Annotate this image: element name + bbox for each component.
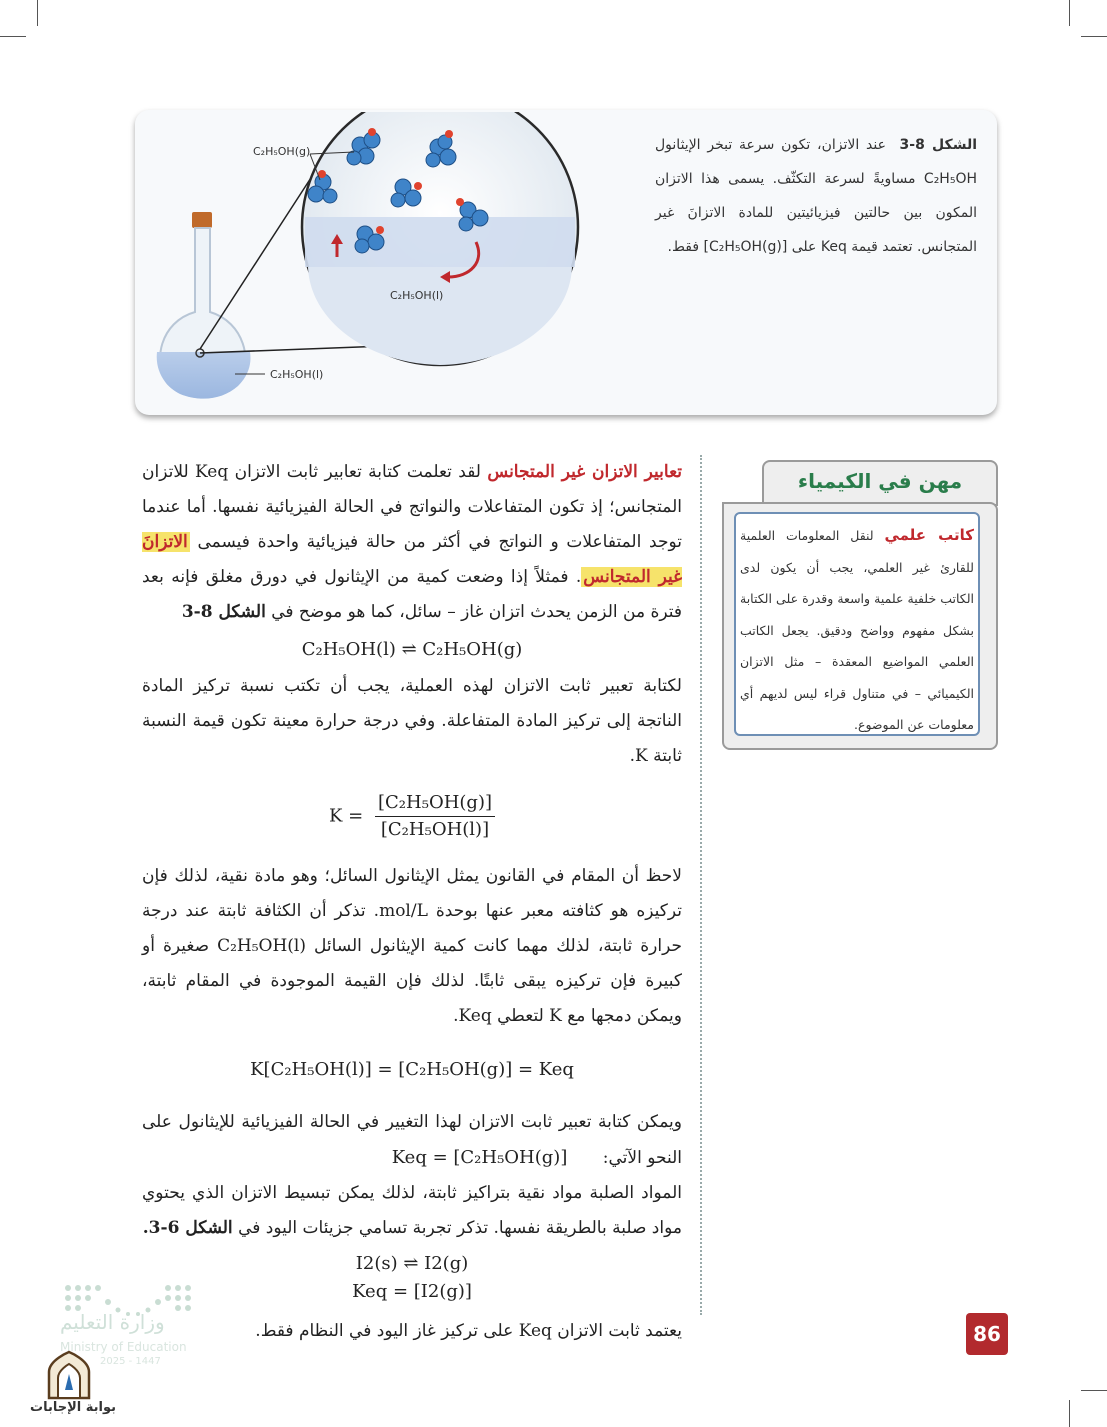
paragraph-text: . فمثلاً إذا وضعت كمية من الإيثانول في دورق مغلق فإنه بعد فترة من الزمن يحدث اتزان غاز – سائل، كما هو موضح في (142, 567, 682, 622)
figure-caption (655, 128, 977, 264)
paragraph-intro (142, 455, 682, 630)
ministry-name-ar: وزارة التعليم (60, 1310, 165, 1334)
paragraph-text: ويمكن كتابة تعبير ثابت الاتزان لهذا التغيير في الحالة الفيزيائية للإيثانول على النحو الآتي: (142, 1112, 682, 1168)
edition-year: 2025 - 1447 (100, 1356, 161, 1367)
caption-line: عند الاتزان، تكون سرعة تبخر الإيثانول (655, 137, 886, 153)
crop-mark (1069, 1400, 1070, 1427)
site-watermark: بوابة الإجابات (30, 1400, 116, 1415)
section-heading: تعابير الاتزان غير المتجانس (487, 462, 683, 482)
mosque-gate-icon (44, 1350, 94, 1400)
paragraph: يعتمد ثابت الاتزان Keq على تركيز غاز اليود في النظام فقط. (255, 1321, 682, 1341)
caption-line: المتجانس. تعتمد قيمة Keq على [C₂H₅OH(g)] فقط. (667, 239, 977, 255)
caption-line: المكون بين حالتين فيزيائيتين للمادة الاتزانَ غير (655, 205, 977, 221)
paragraph (142, 1105, 682, 1176)
label-liquid-zoom: C₂H₅OH(l) (390, 289, 444, 302)
ministry-name-en: Ministry of Education (60, 1340, 187, 1354)
crop-mark (1069, 0, 1070, 26)
fraction-denominator: [C₂H₅OH(l)] (380, 819, 490, 840)
crop-mark (0, 36, 26, 37)
fraction-numerator: [C₂H₅OH(g)] (375, 790, 495, 817)
column-divider (700, 455, 702, 1315)
paragraph-text: المواد الصلبة مواد نقية بتراكيز ثابتة، لذلك يمكن تبسيط الاتزان الذي يحتوي مواد صلبة بالطريقة نفسها. تذكر تجربة تسامي جزيئات اليود في (142, 1183, 682, 1238)
equation-lhs: K = (329, 805, 364, 827)
fraction (375, 790, 495, 843)
equation: I2(s) ⇌ I2(g) (355, 1253, 469, 1274)
caption-line: C₂H₅OH مساويةً لسرعة التكثّف. يسمى هذا الاتزان (655, 171, 977, 187)
figure-reference: الشكل 8-3 (181, 602, 266, 622)
label-gas: C₂H₅OH(g) (253, 145, 311, 158)
paragraph: لاحظ أن المقام في القانون يمثل الإيثانول السائل؛ وهو مادة نقية، لذلك فإن تركيزه هو كثافته معبر عنها بوحدة mol/L. تذكر أن الكثافة ثابتة عند درجة حرارة ثابتة، لذلك مهما كانت كمية الإيثانول السائل C₂H₅OH(l) صغيرة أو كبيرة فإن تركيزه يبقى ثابتًا. لذلك فإن القيمة الموجودة في المقام ثابتة، ويمكن دمجها مع K لتعطي Keq. (142, 866, 682, 1026)
label-liquid-flask: C₂H₅OH(l) (270, 368, 324, 381)
sidebar-body (722, 502, 998, 750)
paragraph (142, 1176, 682, 1246)
sidebar-header: مهن في الكيمياء (762, 460, 998, 506)
paragraph: لكتابة تعبير ثابت الاتزان لهذه العملية، يجب أن تكتب نسبة تركيز المادة الناتجة إلى تركيز المادة المتفاعلة. وفي درجة حرارة معينة تكون قيمة النسبة ثابتة K. (142, 676, 682, 766)
figure-reference: الشكل 6-3. (142, 1218, 233, 1238)
careers-sidebar (722, 460, 998, 748)
sidebar-content (734, 512, 980, 736)
equation-inline: Keq = [C₂H₅OH(g)] (391, 1147, 568, 1168)
paragraph-text: لقد تعلمت كتابة تعابير ثابت الاتزان Keq للاتزان المتجانس؛ إذ تكون المتفاعلات والنواتج في الحالة الفيزيائية نفسها. أما عندما توجد المتفاعلات و النواتج في أكثر من حالة فيزيائية واحدة فيسمى (142, 462, 682, 552)
page-number: 86 (966, 1313, 1008, 1355)
crop-mark (1081, 36, 1107, 37)
crop-mark (1081, 1390, 1107, 1391)
sidebar-title: كاتب علمي (884, 526, 974, 544)
caption-label: الشكل 8-3 (899, 137, 977, 153)
flask-illustration (140, 112, 660, 408)
equation: K[C₂H₅OH(l)] = [C₂H₅OH(g)] = Keq (250, 1059, 574, 1080)
crop-mark (37, 0, 38, 26)
equation-fraction (142, 790, 682, 843)
equation: Keq = [I2(g)] (352, 1281, 472, 1302)
key-term: الاتزانَ غير المتجانس (142, 532, 682, 587)
main-text (142, 455, 682, 1349)
sidebar-text: لنقل المعلومات العلمية للقارئ غير العلمي، يجب أن يكون لدى الكاتب خلفية علمية واسعة وقدرة على الكتابة بشكل مفهوم وواضح ودقيق. يجعل الكاتب العلمي المواضيع المعقدة – مثل الاتزان الكيميائي – في متناول قراء ليس لديهم أي معلومات عن الموضوع. (740, 528, 974, 732)
equation: C₂H₅OH(l) ⇌ C₂H₅OH(g) (301, 639, 523, 660)
